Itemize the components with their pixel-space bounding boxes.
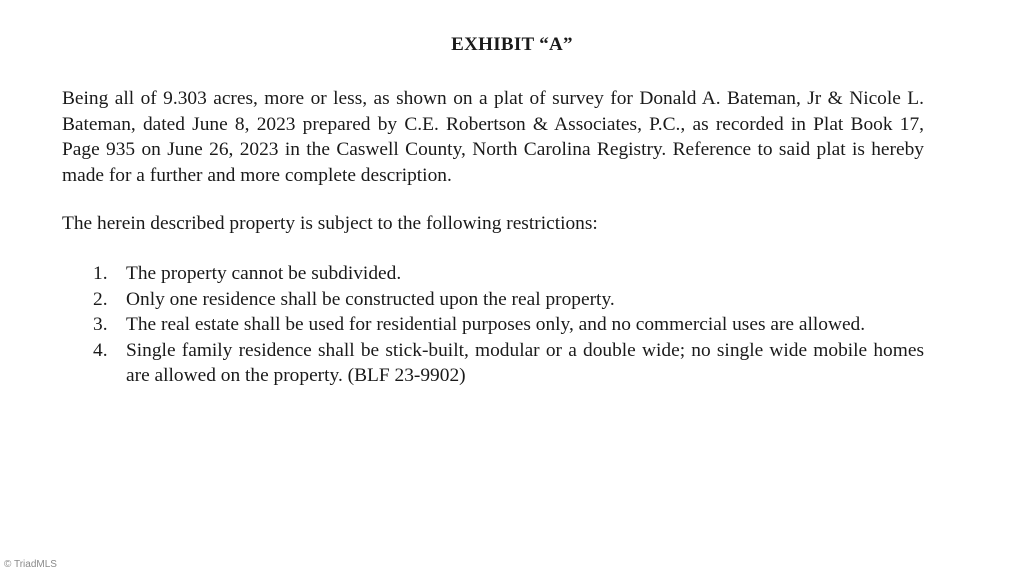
restriction-item: [93, 338, 924, 389]
exhibit-title: EXHIBIT “A”: [451, 34, 573, 55]
restriction-text: The real estate shall be used for residential purposes only, and no commercial uses are allowed.: [126, 314, 866, 335]
restriction-item: [93, 261, 924, 287]
restriction-text: The property cannot be subdivided.: [126, 263, 402, 284]
restriction-number: 2.: [93, 288, 108, 310]
restrictions-intro-paragraph: The herein described property is subject to the following restrictions:: [62, 213, 598, 234]
restriction-item: [93, 312, 924, 338]
restrictions-list: [93, 261, 924, 389]
restriction-text: Single family residence shall be stick-built, modular or a double wide; no single wide mobile homes are allowed on the property. (BLF 23-9902): [126, 339, 924, 386]
triadmls-watermark: © TriadMLS: [4, 559, 57, 570]
restriction-number: 1.: [93, 263, 108, 284]
restriction-number: 4.: [93, 339, 108, 361]
restriction-item: [93, 287, 924, 313]
property-description-paragraph: Being all of 9.303 acres, more or less, as shown on a plat of survey for Donald A. Bateman, Jr & Nicole L. Bateman, dated June 8, 2023 prepared by C.E. Robertson & Associates, P.C., as recorded in Plat Book 17, Page 935 on June 26, 2023 in the Caswell County, North Carolina Registry. Reference to said plat is hereby made for a further and more complete description.: [62, 88, 924, 186]
restriction-text: Only one residence shall be constructed upon the real property.: [126, 288, 615, 310]
restriction-number: 3.: [93, 314, 108, 335]
